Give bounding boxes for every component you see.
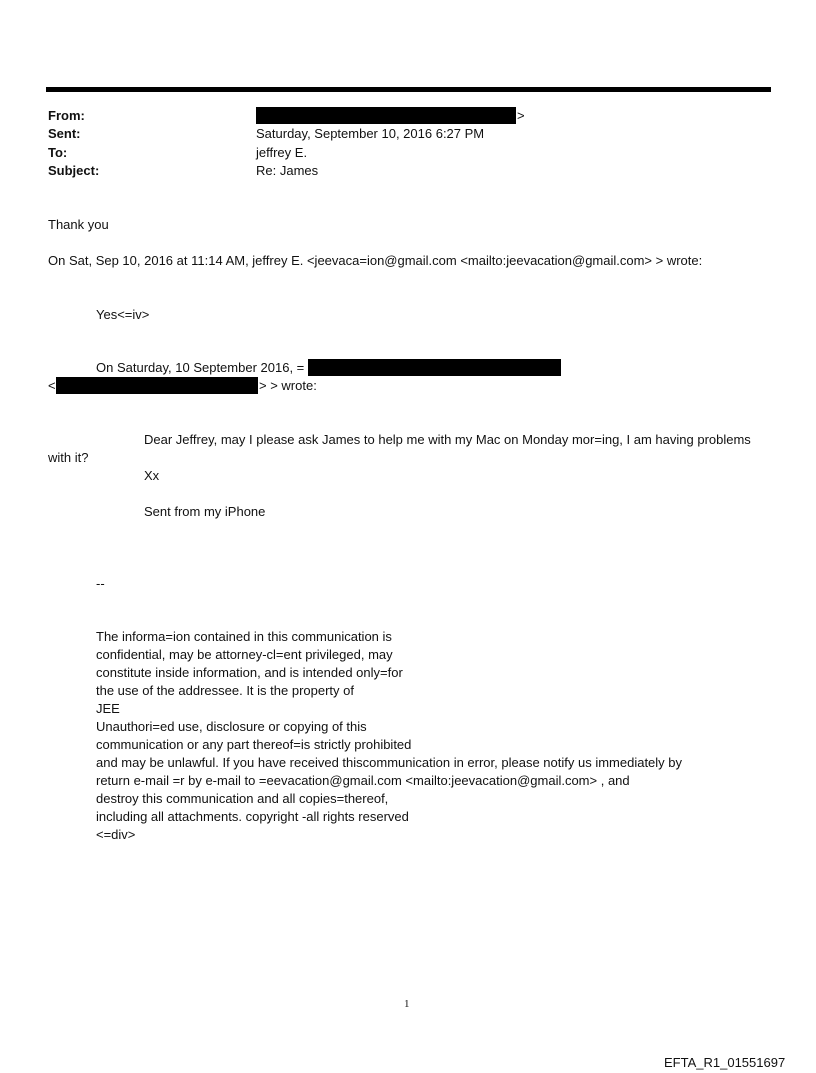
sent-value: Saturday, September 10, 2016 6:27 PM xyxy=(256,126,485,141)
to-label: To: xyxy=(48,145,68,160)
from-trailing: > xyxy=(517,108,525,123)
reply-thanks: Thank you xyxy=(48,217,109,232)
message-sent-from: Sent from my iPhone xyxy=(144,504,266,519)
quote-intro: On Sat, Sep 10, 2016 at 11:14 AM, jeffrey E. <jeevaca=ion@gmail.com <mailto:jeevacation@gmail.com> > wrote: xyxy=(48,253,703,268)
subject-value: Re: James xyxy=(256,163,319,178)
sender-redaction-1 xyxy=(308,359,561,376)
inner-intro-lt: < xyxy=(48,378,56,393)
disclaimer-line: Unauthori=ed use, disclosure or copying of this xyxy=(96,719,367,734)
sent-label: Sent: xyxy=(48,126,81,141)
signature-separator: -- xyxy=(96,576,105,591)
page-number: 1 xyxy=(404,998,410,1010)
reply-yes: Yes<=iv> xyxy=(96,307,150,322)
document-id: EFTA_R1_01551697 xyxy=(664,1055,786,1070)
message-line-2: with it? xyxy=(48,450,89,465)
disclaimer-line: including all attachments. copyright -all rights reserved xyxy=(96,809,409,824)
header-rule xyxy=(46,87,771,92)
disclaimer-line: destroy this communication and all copies=thereof, xyxy=(96,791,389,806)
inner-intro-end: > > wrote: xyxy=(259,378,317,393)
from-redaction xyxy=(256,107,516,124)
subject-label: Subject: xyxy=(48,163,100,178)
disclaimer-line: communication or any part thereof=is strictly prohibited xyxy=(96,737,412,752)
from-label: From: xyxy=(48,108,85,123)
inner-intro-start: On Saturday, 10 September 2016, = xyxy=(96,360,305,375)
disclaimer-line: the use of the addressee. It is the property of xyxy=(96,683,354,698)
message-xx: Xx xyxy=(144,468,160,483)
disclaimer-line: The informa=ion contained in this communication is xyxy=(96,629,392,644)
disclaimer-line: JEE xyxy=(96,701,120,716)
disclaimer-line: <=div> xyxy=(96,827,136,842)
to-value: jeffrey E. xyxy=(256,145,308,160)
disclaimer-line: confidential, may be attorney-cl=ent privileged, may xyxy=(96,647,393,662)
sender-redaction-2 xyxy=(56,377,258,394)
disclaimer-line: and may be unlawful. If you have received thiscommunication in error, please notify us immediately by xyxy=(96,755,683,770)
disclaimer-line: constitute inside information, and is intended only=for xyxy=(96,665,403,680)
message-line-1: Dear Jeffrey, may I please ask James to help me with my Mac on Monday mor=ing, I am having problems xyxy=(144,432,751,447)
disclaimer-line: return e-mail =r by e-mail to =eevacation@gmail.com <mailto:jeevacation@gmail.com> , and xyxy=(96,773,630,788)
